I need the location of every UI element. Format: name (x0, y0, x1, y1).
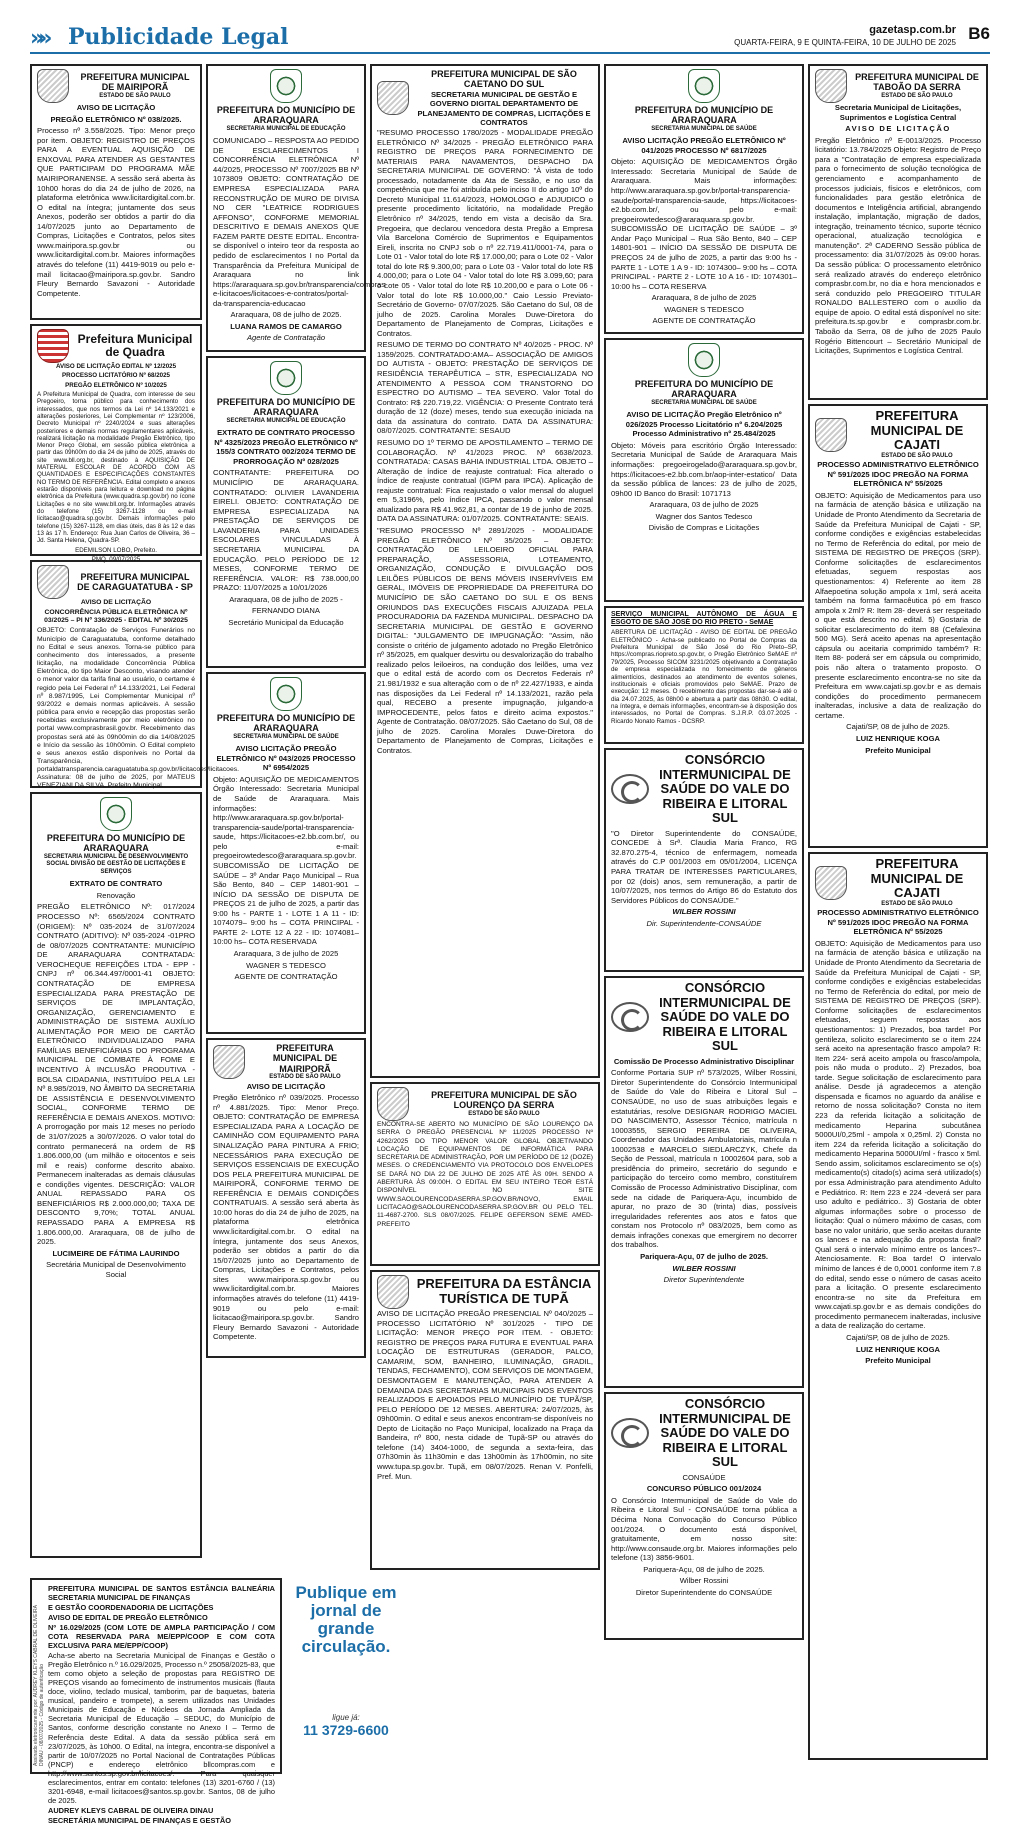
notice-signature-role: AGENTE DE CONTRATAÇÃO (234, 972, 338, 982)
notice-signature: WAGNER S TEDESCO (664, 304, 744, 314)
notice-body: ABERTURA DE LICITAÇÃO - AVISO DE EDITAL DE PREGÃO ELETRÔNICO - Acha-se publicado no Portal de Compras da Prefeitura Municipal de São José do Rio Preto–SP, https://compras.riopreto.sp.gov.br, o Pregão Eletrônico SeMAE nº 79/2025, Processo SICOM 3231/2025 objetivando a Contratação de empresa especializada no fornecimento de gêneros alimentícios, destinados ao atendimento de eventos solenes, institucionais e oficiais promovidos pelo SeMAE. Prazo de execução: 12 meses. O recebimento das propostas dar-se-á até o dia 24.07.2025, às 08h00 e abertura a partir das 08h30. O edital, na íntegra, e demais informações, encontram-se à disposição dos interessados, no Portal de Compras. S.J.R.P. 03.07.2025 - Ricardo Nonato Ramos - DCSRP. (611, 629, 797, 725)
notice-subtitle: ESTADO DE SÃO PAULO (881, 452, 953, 459)
notice-subheading: Renovação (96, 890, 136, 900)
notice-heading: AVISO DE LICITAÇÃO (80, 599, 152, 606)
notice-signature-role: AGENTE DE CONTRATAÇÃO (652, 316, 756, 326)
notice-signature: LUIZ HENRIQUE KOGA (856, 733, 940, 743)
coat-of-arms-icon (377, 1275, 409, 1309)
notice-number: PREGÃO ELETRÔNICO Nº 10/2025 (65, 381, 167, 389)
coat-of-arms-icon (270, 69, 302, 103)
notice-signature: Wilber Rossini (679, 1576, 729, 1586)
notice-heading: Comissão De Processo Administrativo Disciplinar (613, 1056, 795, 1066)
notice-title: PREFEITURA DO MUNICÍPIO DE ARARAQUARA (634, 379, 774, 400)
notice-quadra (30, 324, 202, 563)
notice-title: PREFEITURA DO MUNICÍPIO DE ARARAQUARA (634, 105, 774, 126)
notice-signature-role: Agente de Contratação (246, 333, 326, 343)
notice-signature: Wagner dos Santos Tedesco (655, 511, 753, 521)
notice-signature: WILBER ROSSINI (672, 907, 736, 917)
notice-body: Pregão Eletrônico nº 039/2025. Processo nº 4.881/2025. Tipo: Menor Preço. OBJETO: CONTRATAÇÃO DE EMPRESA ESPECIALIZADA PARA A LOCAÇÃO DE CAMINHÃO COM EQUIPAMENTO PARA SINALIZAÇÃO PARA PINTURA A FRIO; NECESSÁRIOS PARA EXECUÇÃO DE SERVIÇOS ESSENCIAIS DE EXECUÇÃO DOS PELA PREFEITURA MUNICIPAL DE MAIRIPORÃ, CONFORME TERMO DE REFERÊNCIA E DEMAIS CONDIÇÕES CONTRATUAIS. A sessão será aberta às 10:00 horas do dia 24 de julho de 2025, na plataforma eletrônica www.licitardigital.com.br. O edital na íntegra, juntamente dos seus Anexos, poderão ser obtidos a partir do dia 15/07/2025 junto ao Departamento de Compras, Licitações e Contratos, pelos sites www.mairipora.sp.gov.br ou www.licitardigital.com.br. Maiores informações através do telefone (11) 4419-9019 ou pelo e-mail: licitacao@mairipora.sp.gov.br. Sandro Fleury Bernardo Savazoni - Autoridade Competente. (213, 1093, 359, 1342)
notice-subtitle: SECRETARIA MUNICIPAL DE DESENVOLVIMENTO SOCIAL DIVISÃO DE GESTÃO DE LICITAÇÕES E SERVIÇOS (43, 853, 189, 875)
page-header (30, 24, 990, 54)
notice-heading: CONSAÚDE (682, 1472, 726, 1482)
notice-araraquara-edu-prorrogacao (206, 356, 366, 668)
notice-tupa (370, 1270, 600, 1570)
notice-body: "RESUMO PROCESSO 1780/2025 - MODALIDADE PREGÃO ELETRÔNICO Nº 34/2025 - PREGÃO ELETRÔNICO PARA REGISTRO DE PREÇOS PARA FORNECIMENTO DE MATERIAIS PARA NAVAMENTOS, DESPACHO DA SECRETARIA MUNICIPAL DE GOVERNO: "À vista de todo processado, notadamente da Ata de Sessão, e no uso da competência que me foi atribuída pelo inciso II do artigo 10º do Decreto Municipal 11.614/2023, HOMOLOGO e ADJUDICO o presente procedimento licitatório, na modalidade Pregão Eletrônico nº 34/2025, tendo em vista a decisão da Sra. Pregoeira, que declarou vencedora desta Pregão a Empresa Vila Barcelona Comércio de Suprimentos e Equipamentos Eireli, inscrita no CNPJ sob o nº 22.719.411/0001-74, para o Lote 01 - Valor total do lote R$ 17.000,00; para o Lote 02 - Valor total do lote R$ 9.300,00; para o Lote 03 - Valor total do lote R$ 4.000,00; para o Lote 04 - Valor total do lote R$ 3.099,60; para o Lote 05 - Valor total do lote R$ 10.200,00 e para o Lote 06 - Valor total do lote R$ 10.000,00." Caio Lessio Previato- Secretário de Governo- 07/07/2025. São Caetano do Sul, 08 de julho de 2025. Carolina Morales Duwe-Diretora do Departamento de Planejamento de Compras, Licitações e Contratos. (377, 127, 593, 338)
notice-title: CONSÓRCIO INTERMUNICIPAL DE SAÚDE DO VALE DO RIBEIRA E LITORAL SUL (659, 752, 791, 826)
notice-araraquara-social (30, 792, 202, 1558)
notice-santos (30, 1578, 282, 1825)
notice-sao-caetano (370, 64, 600, 1078)
notice-body: COMUNICADO – RESPOSTA AO PEDIDO DE ESCLARECIMENTOS I CONCORRÊNCIA ELETRÔNICA Nº 44/2025, PROCESSO Nº 7007/2025 BB Nº 1073809 OBJETO: CONTRATAÇÃO DE EMPRESA ESPECIALIZADA PARA RECONSTRUÇÃO DE MURO DE DIVISA NO CER "LEATRICE RODRIGUES AFFONSO", CONFORME MEMORIAL DESCRITIVO E DEMAIS ANEXOS QUE FAZEM PARTE DESTE EDITAL. Encontra-se disponível o inteiro teor da resposta ao pedido de esclarecimentos I no Portal da Transparência da Prefeitura Municipal de Araraquara no link https://araraquara.sp.gov.br/transparencia/compras-e-licitacoes/licitacoes-e-contratos/portal-da-transparencia-educacao (213, 136, 388, 308)
notice-date: Araraquara, 3 de julho de 2025 (233, 949, 339, 959)
notice-heading: AVISO LICITAÇÃO PREGÃO ELETRÔNICO Nº 043/2025 PROCESSO Nº 6954/2025 (216, 744, 356, 773)
notice-title: CONSÓRCIO INTERMUNICIPAL DE SAÚDE DO VALE DO RIBEIRA E LITORAL SUL (659, 1396, 791, 1470)
notice-body: OBJETO: Aquisição de Medicamentos para uso na farmácia de atenção básica e utilização na Unidade de Pronto Atendimento da Secretaria de Saúde da Prefeitura Municipal de Cajati - SP, conforme condições e exigências estabelecidas no Termo de Referência do edital, por meio de SISTEMA DE REGISTRO DE PREÇOS (SRP). Conforme solicitações de esclarecimentos efetuadas, seguem respostas aos questionamentos: 4) Referente ao item 28 Alfaepoetina solução ampola x 1ml, será aceita também na forma farmacêutica pó em frasco ampola x 2ml? R: Item 28- deverá ser respeitado o que está descrito no edital. 5) Gostaria de solicitar esclarecimento do item 88 (Cefalexina 500 MG). Será aceito apenas na apresentação cápsula ou aceitaria comprimido também? R: Item 88- poderá ser em cápsula ou comprimido, pois não altera o tratamento proposto. O presente esclarecimento encontra-se no site da Prefeitura em www.cajati.sp.gov.br e as demais condições do procedimento permanecem inalteradas, inclusive a data de realização do certame. (815, 490, 981, 720)
notice-cajati-esclarecimento-1 (808, 404, 988, 848)
notice-heading: EXTRATO DE CONTRATO PROCESSO Nº 4325/2023 PREGÃO ELETRÔNICO Nº 155/3 CONTRATO 002/2024 TERMO DE PRORROGAÇÃO Nº 028/2025 (214, 428, 358, 466)
notice-signature: EDEMILSON LOBO, Prefeito. (75, 546, 157, 554)
notice-date: Araraquara, 03 de julho de 2025 (649, 500, 759, 510)
column-1 (30, 64, 240, 1776)
coat-of-arms-icon (37, 329, 69, 363)
notice-title: PREFEITURA MUNICIPAL DE CAJATI (870, 408, 964, 453)
notice-body: Pregão Eletrônico nº E-0013/2025. Processo licitatório: 13.784/2025 Objeto: Registro de Preço para a "Contratação de empresa especializada para o fornecimento de solução tecnológica de gerenciamento e acompanhamento de processos judiciais, físicos e eletrônicos, com funcionalidades para gestão eletrônica de documentos e Inteligência artificial, abrangendo instalação, implantação, migração de dados, integração, treinamento técnico, suporte técnico operacional, atualização tecnológica e manutenção". 2ª CADERNO Sessão pública de processamento: dia 31/07/2025 às 09:00 horas. Da sessão pública: O processamento eletrônico será realizado através do endereço eletrônico comprasbr.com.br, no dia e hora mencionados e será conduzido pelo PREGOEIRO TITULAR RONALDO BALLESTERO com o auxílio da equipe de apoio. O edital está disponível no site: prefeitura.ts.sp.gov.br e comprasbr.com.br. Taboão da Serra, 08 de julho de 2025 Paulo Rogério Bittencourt – Secretário Municipal de Licitações, Suprimentos e Logística Central. (815, 135, 981, 356)
notice-signature: LUIZ HENRIQUE KOGA (856, 1344, 940, 1354)
notice-heading: AVISO DE LICITAÇÃO Pregão Eletrônico nº 026/2025 Processo Licitatório nº 6.204/2025 Processo Administrativo nº 25.484/2025 (625, 410, 783, 439)
notice-body: OBJETO: Aquisição de Medicamentos para uso na farmácia de atenção básica e utilização na Unidade de Pronto Atendimento da Secretaria de Saúde da Prefeitura Municipal de Cajati - SP, conforme condições e exigências estabelecidas no Termo de Referência do edital, por meio de SISTEMA DE REGISTRO DE PREÇOS (SRP). Conforme solicitações de esclarecimentos efetuadas, seguem respostas aos questionamentos: 1) Prezados, boa tarde! Por gentileza, solicito esclarecimento se o item 224 será aceito na apresentação frasco ampola? R: Item 224- será aceito ampola ou frasco/ampola, pois não muda o produto.. 2) Prezados, boa tarde. Segue solicitação de esclarecimento para análise. Desde já agradecemos a atenção dispensada e ficamos no aguardo da análise e retorno de nossa solicitação? Consta no item 223 da referida licitação a solicitação de medicamento Heparina subcutânea 5000UI/0,25ml - ampola x 0,25ml. 2) Consta no item 224 da referida licitação a solicitação do medicamento Heparina 5000UI/ml - frasco x 5ml. Sendo assim, solicitamos esclarecimento se o(s) medicamento(s) citado(s) acima será utilizado(s) por essa Administração para atendimento Adulto e Pediátrico. R: Item 223 e 224 -deverá ser para uso adulto e pediátrico.. 3) Gostaria de obter algumas informações sobre o processo de licitação: Qual o número máximo de casas, com base no valor unitário, que serão aceitas durante os lances e na adequação da proposta final? Qual será o intervalo mínimo entre os lances?–Atenciosamente. R: Boa tarde! O intervalo mínimo de lances é de 0,0001 conforme item 7.8 do edital, sendo esse o número de casas aceito para a licitação. O presente esclarecimento encontra-se no site da Prefeitura em www.cajati.sp.gov.br e as demais condições do procedimento permanecem inalteradas, inclusive a data de realização do certame. (815, 938, 981, 1331)
notice-body: ENCONTRA-SE ABERTO NO MUNICÍPIO DE SÃO LOURENÇO DA SERRA O PREGÃO PRESENCIAL Nº 11/2025 PROCESSO Nº 4262/2025 DO TIPO MENOR VALOR GLOBAL OBJETIVANDO LOCAÇÃO DE EQUIPAMENTOS DE INFORMÁTICA PARA SECRETARIA DE ADMINISTRAÇÃO, POR UM PERÍODO DE 12 (DOZE) MESES. O CREDENCIAMENTO VIA PROTOCOLO DOS ENVELOPES SE DARÁ NO DIA 22 DE JULHO DE 2025 ATÉ ÀS 09H. SENDO A ABERTURA ÀS 09:00H. O EDITAL EM SEU INTEIRO TEOR ESTÁ DISPONÍVEL NO SITE WWW.SAOLOURENCODASERRA.SP.GOV.BR/NOVO, EMAIL LICITACAO@SAOLOURENCODASERRA.SP.GOV.BR OU PELO TEL. 11-4687-2700. SLS 08/07/2025. FELIPE GEFERSON SEME AMED- PREFEITO (377, 1121, 593, 1228)
notice-body: RESUMO DO 1º TERMO DE APOSTILAMENTO – TERMO DE COLABORAÇÃO. Nº 41/2023 PROC. Nº 6638/2023. CONTRATADA: CASAS BAHIA INDUSTRIAL LTDA. OBJETO – Alteração de índice de reajuste contratual: Fica alterado o índice de reajuste contratual (IGPM para IPCA). Aplicação de reajuste contratual: Fica reajustado o valor mensal do aluguel em 5,3196%, pelo índice IPCA, passando o valor mensal atualizado para R$ 41.962,81, a contar de 19 de junho de 2025. DATA DA ASSINATURA: 01/07/2025. CONTRATANTE: SEAIS. (377, 437, 593, 524)
notice-taboao (808, 64, 988, 400)
notice-signature-role: Diretor Superintendente do CONSAÚDE (635, 1587, 773, 1597)
notice-body: Acha-se aberto na Secretaria Municipal de Finanças e Gestão o Pregão Eletrônico n.º 16.029/2025, Processo n.º 25058/2025-83, que tem como objeto a seleção de propostas para REGISTRO DE PREÇOS visando ao fornecimento de instrumentos musicais (flauta doce, violino, teclado musical, tamborim, par de baquetas, bateria musical, pandeiro e trompete), a serem utilizados nas Unidades Municipais de Educação e Núcleos da Jornada Ampliada da Secretaria Municipal de Educação – SEDUC, do Município de Santos, conforme descrição constante no Anexo I – Termo de Referência deste Edital. A data da sessão pública será em 23/07/2025, às 10h00. O Edital, na íntegra, encontra-se disponível a partir de 10/07/2025 no Portal Nacional de Contratações Públicas (PNCP) e endereço eletrônico bllcompras.com e http://www.santos.sp.gov.br/licitacoes/. Para quaisquer esclarecimentos, entrar em contato: telefones (13) 3201-6760 / (13) 3201-6948, e-mail licitacoes@santos.sp.gov.br. Santos, 08 de julho de 2025. (48, 1651, 275, 1805)
notice-heading: AVISO DE LICITAÇÃO EDITAL Nº 12/2025 (55, 363, 177, 370)
notice-consaude-pad (604, 976, 804, 1388)
notice-heading: AVISO LICITAÇÃO PREGÃO ELETRÔNICO Nº 041/2025 PROCESSO Nº 6817/2025 (622, 136, 786, 155)
notice-title: CONSÓRCIO INTERMUNICIPAL DE SAÚDE DO VALE DO RIBEIRA E LITORAL SUL (659, 980, 791, 1054)
notice-signature-role: Diretor Superintendente (663, 1275, 745, 1285)
notice-signature: LUANA RAMOS DE CAMARGO (230, 321, 342, 331)
notice-date: Araraquara, 08 de julho de 2025 - (229, 594, 343, 604)
notice-subtitle: ESTADO DE SÃO PAULO (881, 900, 953, 907)
ad-phone-number: 11 3729-6600 (303, 1722, 389, 1739)
coat-of-arms-icon (213, 1045, 245, 1079)
notice-title: PREFEITURA DO MUNICÍPIO DE ARARAQUARA (216, 105, 356, 126)
notice-body: O Consórcio Intermunicipal de Saúde do Vale do Ribeira e Litoral Sul - CONSAÚDE torna pública a Décima Nona Convocação do Concurso Público 001/2024. O documento está disponível, gratuitamente, em nosso site: http://www.consaude.org.br. Maiores informações pelo telefone (13) 3856-9601. (611, 1495, 797, 1563)
notice-signature-role: SECRETÁRIA MUNICIPAL DE FINANÇAS E GESTÃO (48, 1815, 231, 1825)
notice-date: Pariquera-Açu, 07 de julho de 2025. (640, 1251, 768, 1261)
chevrons-icon: »» (30, 26, 47, 51)
notice-sao-lourenco (370, 1082, 600, 1266)
notice-mairipora-039 (206, 1038, 366, 1358)
notice-subtitle: ESTADO DE SÃO PAULO (881, 92, 953, 99)
notice-signature: AUDREY KLEYS CABRAL DE OLIVEIRA DINAU (48, 1805, 214, 1815)
notice-body: Objeto: AQUISIÇÃO DE MEDICAMENTOS Órgão Interessado: Secretaria Municipal de Saúde de Araraquara. Mais informações: http://www.araraquara.sp.gov.br/portal-transparencia-saude/portal-transparencia-saude, https://licitacoes-e2.bb.com.br/, ou pelo e-mail: pregoeirowtedesco@araraquara.sp.gov.br. SUBCOMISSÃO DE LICITAÇÃO DE SAÚDE – 3º Andar Paço Municipal – Rua São Bento, 840 – CEP 14801-901 – INÍCIO DA SESSÃO DE DISPUTA DE PREÇOS 24 de julho de 2025, a partir das 9:00 hs - PARTE 1 - LOTE 1 A 9 - ID: 1074300– 9:00 hs – COTA PRINCIPAL - PARTE 2 - LOTE 10 A 16 - ID: 1074301– 10:00 hs – COTA RESERVA (611, 157, 797, 291)
notice-araraquara-saude-043 (206, 672, 366, 1034)
notice-signature-role: Prefeito Municipal (865, 1356, 931, 1366)
notice-title: PREFEITURA DO MUNICÍPIO DE ARARAQUARA (216, 713, 356, 734)
notice-caraguatatuba (30, 560, 240, 790)
column-5 (808, 64, 988, 1776)
notice-title: PREFEITURA MUNICIPAL DE TABOÃO DA SERRA (855, 71, 979, 93)
notice-subtitle: ESTADO DE SÃO PAULO (269, 1074, 341, 1081)
notice-subheading: AVISO DE LICITAÇÃO (845, 124, 951, 134)
edition-date: QUARTA-FEIRA, 9 E QUINTA-FEIRA, 10 DE JULHO DE 2025 (734, 38, 956, 47)
coat-of-arms-icon (815, 418, 847, 452)
notice-title: SERVIÇO MUNICIPAL AUTÔNOMO DE ÁGUA E ESGOTO DE SÃO JOSÉ DO RIO PRETO - SeMAE (611, 611, 797, 627)
notice-date: PMQ, 09/07/2025 (91, 555, 141, 563)
notice-heading: Secretaria Municipal de Licitações, Suprimentos e Logística Central (834, 103, 962, 122)
notice-consaude-concurso (604, 1392, 804, 1640)
notice-date: Pariquera-Açu, 08 de julho de 2025. (643, 1564, 765, 1574)
notice-semae (604, 606, 804, 744)
notice-subtitle: E GESTÃO COORDENADORIA DE LICITAÇÕES (48, 1603, 214, 1613)
notice-araraquara-edu-comunicado (206, 64, 388, 352)
notice-date: Araraquara, 08 de julho de 2025. (230, 310, 342, 320)
notice-body: AVISO DE LICITAÇÃO PREGÃO PRESENCIAL Nº 040/2025 – PROCESSO LICITATÓRIO Nº 301/2025 - TIPO DE LICITAÇÃO: MENOR PREÇO POR ITEM. - OBJETO: REGISTRO DE PREÇOS PARA FUTURA E EVENTUAL PARA LOCAÇÃO DE ESTRUTURAS (GERADOR, PALCO, CAMARIM, SOM, BANHEIRO, ILUMINAÇÃO, GRADIL, TENDAS, FECHAMENTO), COM SERVIÇOS DE MONTAGEM, DESMONTAGEM E MANUTENÇÃO, PARA ATENDER A DEMANDA DAS SECRETARIAS MUNICIPAIS NOS EVENTOS REALIZADOS E APOIADOS PELO MUNICÍPIO DE TUPÃ/SP, PELO PERÍODO DE 12 MESES. ABERTURA: 24/07/2025, às 09h00min. O edital e seus anexos encontram-se disponíveis no Depto de Licitação no Paço Municipal, localizado na Praça da Bandeira, nº 800, nesta cidade de Tupã-SP ou através do telefone (14) 3404-1000, de segunda a sexta-feira, das 07h30min às 11h30min e das 13h00min às 17h00min, no site www.tupa.sp.gov.br. Tupã, em 08/07/2025. Renan V. Ponfelli, Pref. Mun. (377, 1309, 593, 1481)
notice-number: PROCESSO LICITATÓRIO Nº 68/2025 (62, 372, 170, 380)
notice-title: PREFEITURA MUNICIPAL DE CAJATI (870, 856, 964, 901)
notice-subheading: CONCURSO PÚBLICO 001/2024 (646, 1484, 762, 1494)
notice-signature: WAGNER S TEDESCO (246, 960, 326, 970)
notice-body: Processo nº 3.558/2025. Tipo: Menor preço por item. OBJETO: REGISTRO DE PREÇOS PARA A EVENTUAL AQUISIÇÃO DE ENXOVAL PARA ATENDER AS GESTANTES QUE PARTICIPAM DO PROGRAMA MÃE MAIRIPORANENSE. A sessão será aberta às 10h00 horas do dia 24 de julho de 2026, na plataforma eletrônica www.licitardigital.com.br. O edital na íntegra; juntamente dos seus Anexos, poderão ser obtidos a partir do dia 14/07/2025 junto ao Departamento de Compras, Licitações e Contratos, pelos sites www.mairipora.sp.gov.br ou www.licitardigital.com.br. Maiores informações através do telefone (11) 4419-9019 ou pelo e-mail licitacao@mairipora.sp.gov.br. Sandro Fleury Bernardo Savazoni - Autoridade Competente. (37, 126, 195, 298)
coat-of-arms-icon (377, 1087, 409, 1121)
coat-of-arms-icon (815, 69, 847, 103)
notice-number: PREGÃO ELETRÔNICO Nº 038/2025. (50, 114, 182, 124)
notice-araraquara-saude-041 (604, 64, 804, 334)
ad-headline: Publique em jornal de grande circulação. (295, 1583, 397, 1656)
notice-body: PREGÃO ELETRÔNICO Nº: 017/2024 PROCESSO Nº: 6565/2024 CONTRATO (ORIGEM): Nº 035-2024 de 31/07/2024 CONTRATO (ADITIVO): Nº 035-2024 -01PRO de 08/07/2025 CONTRATANTE: MUNICÍPIO DE ARARAQUARA CONTRATADA: VEROCHEQUE REFEIÇÕES LTDA - EPP - CNPJ nº 06.344.497/0001-41 OBJETO: CONTRATAÇÃO DE EMPRESA ESPECIALIZADA PARA PRESTAÇÃO DE SERVIÇOS DE IMPLANTAÇÃO, ORGANIZAÇÃO, GERENCIAMENTO E ADMINISTRAÇÃO DE SISTEMA AUXÍLIO ALIMENTAÇÃO POR MEIO DE CARTÃO ELETRÔNICO INDIVIDUALIZADO PARA FAMÍLIAS BENEFICIÁRIAS DO PROGRAMA MUNICIPAL DE COMBATE À FOME E INCENTIVO À INCLUSÃO PRODUTIVA - BOLSA CIDADANIA, INSTITUÍDO PELA LEI Nº 8.985/2019, NO ÂMBITO DA SECRETARIA DE ASSISTÊNCIA E DESENVOLVIMENTO SOCIAL, CONFORME TERMO DE REFERÊNCIA E DEMAIS ANEXOS. MOTIVO: A prorrogação por mais 12 meses no período de 31/07/2025 a 30/07/2026. O valor total do contrato permanecerá na ordem de R$ 1.806.000,00 (um milhão e oitocentos e seis mil e reais) conforme descrito abaixo. Permanecem inalteradas as demais cláusulas e condições vigentes. DESCRIÇÃO: VALOR ANUAL REPASSADO PARA OS BENEFICIÁRIOS R$ 2.000.000,00; TAXA DE DESCONTO 9,70%; TOTAL ANUAL REPASSADO PARA A EMPRESA R$ 1.806.000,00. Araraquara, 08 de julho de 2025. (37, 902, 195, 1247)
notice-body: CONTRATANTE: PREFEITURA DO MUNICÍPIO DE ARARAQUARA. CONTRATADO: OLIVIER LAVANDERIA EIRELI. OBJETO: CONTRATAÇÃO DE EMPRESA ESPECIALIZADA NA PRESTAÇÃO DE SERVIÇOS DE LAVANDERIA PARA UNIDADES ESCOLARES VINCULADAS À SECRETARIA MUNICIPAL DA EDUCAÇÃO. PELO PERÍODO DE 12 MESES, CONFORME TERMO DE REFERÊNCIA. VALOR: R$ 738.000,00 PRAZO: 11/07/2025 a 10/01/2026 (213, 468, 359, 593)
notice-title: PREFEITURA MUNICIPAL DE SANTOS ESTÂNCIA BALNEÁRIA SECRETARIA MUNICIPAL DE FINANÇAS (48, 1584, 275, 1603)
notice-subtitle: SECRETARIA MUNICIPAL DE SAÚDE (651, 125, 757, 132)
column-4 (604, 64, 804, 1776)
notice-title: PREFEITURA DA ESTÂNCIA TURÍSTICA DE TUPÃ (416, 1276, 592, 1306)
notice-signature: LUCIMEIRE DE FÁTIMA LAURINDO (52, 1248, 180, 1258)
coat-of-arms-icon (270, 361, 302, 395)
notice-heading: PROCESSO ADMINISTRATIVO ELETRÔNICO Nº 591/2025 IDOC PREGÃO NA FORMA ELETRÔNICA Nº 55/2025 (817, 460, 979, 489)
notice-title: PREFEITURA MUNICIPAL DE MAIRIPORÃ (80, 71, 190, 93)
notice-signature-role: Secretário Municipal da Educação (228, 617, 344, 627)
notice-title: PREFEITURA MUNICIPAL DE SÃO CAETANO DO SUL (431, 69, 577, 90)
notice-mairipora-038 (30, 64, 202, 320)
coat-of-arms-icon (37, 565, 69, 599)
ad-call-label: ligue já: (332, 1713, 360, 1723)
notice-number: Nº 16.029/2025 (COM LOTE DE AMPLA PARTICIPAÇÃO / COM COTA RESERVADA PARA ME/EPP/COOP E COM COTA EXCLUSIVA PARA ME/EPP/COOP) (48, 1623, 275, 1651)
notice-signature-role: Secretária Municipal de Desenvolvimento Social (46, 1260, 186, 1279)
electronic-signature-stamp: Assinado eletronicamente por: AUDREY KLEYS CABRAL DE OLIVEIRA DINAU - 08/07/2025 - Código de autenticação (33, 1605, 46, 1766)
notice-heading: AVISO DE EDITAL DE PREGÃO ELETRÔNICO (48, 1613, 208, 1623)
notice-heading: PROCESSO ADMINISTRATIVO ELETRÔNICO Nº 591/2025 IDOC PREGÃO NA FORMA ELETRÔNICA Nº 55/2025 (817, 908, 979, 937)
notice-title: Prefeitura Municipal de Quadra (77, 331, 193, 359)
notice-subtitle: SECRETARIA MUNICIPAL DE SAÚDE (651, 399, 757, 406)
notice-subtitle: SECRETARIA MUNICIPAL DE SAÚDE (233, 733, 339, 740)
notice-heading: AVISO DE LICITAÇÃO (76, 103, 156, 112)
coat-of-arms-icon (377, 81, 409, 115)
advertisement (286, 1578, 406, 1774)
notice-title: PREFEITURA MUNICIPAL DE CARAGUATATUBA - SP (77, 571, 193, 592)
coat-of-arms-icon (100, 797, 132, 831)
column-2 (206, 64, 388, 1776)
page-number: B6 (968, 24, 990, 43)
notice-signature: WILBER ROSSINI (672, 1263, 736, 1273)
notice-body: A Prefeitura Municipal de Quadra, com interesse de seu Pregoeiro, torna público para conhecimento dos interessados, que nos termos da Lei nº 14.133/2021 e alterações posteriores, Lei Complementar nº 123/2006, Decreto Municipal nº 2240/2024 e suas alterações posteriores e demais normas regulamentares aplicáveis, realizará licitação na modalidade Pregão Eletrônico, tipo Menor Preço Global, em sessão pública eletrônica a partir das 09h00m do dia 24 de julho de 2025, através do site www.bll.org.br, destinado à AQUISIÇÃO DE MATERIAL ESCOLAR DE ACORDO COM AS QUANTIDADES E ESPECIFICAÇÕES CONSTANTES NO TERMO DE REFERÊNCIA. Edital completo e anexos estarão disponíveis para leitura e download no página eletrônica da Prefeitura (www.quadra.sp.gov.br) no ícone Licitações e no site www.bll.org.br. Informações através do telefone (15) 3267-1128 ou e-mail licitacao@quadra.sp.gov.br. Demais informações pelo telefone (15) 3267-1128, em dias úteis, das 8 às 12 e das 13 às 17 h. Endereço: Rua Juan Carlos de Oliveira, 36 – Jd. Santa Helena, Quadra-SP. (37, 390, 195, 545)
notice-title: PREFEITURA DO MUNICÍPIO DE ARARAQUARA (46, 833, 186, 854)
notice-date: Araraquara, 8 de julho de 2025 (651, 293, 757, 303)
notice-body: OBJETO: Contratação de Serviços Funerários no Município de Caraguatatuba, conforme detalhado no Edital e seus anexos. Torna-se público para conhecimento dos interessados, a presente licitação, na modalidade Concorrência Pública Eletrônica, do tipo Maior Desconto, visando atender o menor valor da tarifa final ao usuário, o certame é regido pela Lei Federal nº 14.133/2021, Lei Federal nº 8.987/1995, Lei Complementar Municipal nº 93/2022 e demais normas aplicáveis. A sessão pública para envio e recepção das propostas serão recebidas exclusivamente por meio eletrônico no portal www.comprasbrasil.gov.br. Recebimento das propostas será até às 09h00min do dia 14/08/2025 e Início da sessão às 10h00min. O Edital completo e seus anexos estão disponíveis no Portal da Transparência, portaldatransparencia.caraguatatuba.sp.gov.br/licitacoes/licitacoes. Assinatura: 08 de julho de 2025, por MATEUS VENEZIANI DA SILVA, Prefeito Municipal. (37, 627, 240, 790)
notice-signature: FERNANDO DIANA (252, 606, 320, 616)
notice-cajati-esclarecimento-2 (808, 852, 988, 1760)
coat-of-arms-icon (270, 677, 302, 711)
coat-of-arms-icon (688, 69, 720, 103)
notice-signature-role: Divisão de Compras e Licitações (648, 523, 760, 533)
notice-signature-role: Prefeito Municipal (865, 745, 931, 755)
section-title: Publicidade Legal (68, 24, 289, 50)
notice-title: PREFEITURA MUNICIPAL DE SÃO LOURENÇO DA SERRA (431, 1089, 577, 1111)
notice-signature-role: Dir. Superintendente-CONSAÚDE (646, 918, 762, 928)
coat-of-arms-icon (37, 69, 69, 103)
notice-subtitle: SECRETARIA MUNICIPAL DE EDUCAÇÃO (226, 417, 346, 424)
consaude-logo-icon (611, 774, 649, 804)
notice-body: Conforme Portaria SUP nº 573/2025, Wilber Rossini, Diretor Superintendente do Consórcio Intermunicipal de Saúde do Vale do Ribeira e Litoral Sul – CONSAÚDE, no uso de suas atribuições legais e estatutárias, resolve DESIGNAR RODRIGO MACIEL DO NASCIMENTO, Assessor Técnico, matrícula n 10003555, SERGIO PEREIRA DE OLIVEIRA, Coordenador das Unidades Ambulatoriais, matrícula n 10002538 e MARCELO SIEDLARCZYK, Chefe da Seção de Pessoal, matrícula n 10002604 para, sob a presidência do primeiro, secretário do segundo e participação do terceiro como membro, constituírem Comissão de Processo Administrativo Disciplinar, com sede na cidade de Pariquera-Açu, incumbido de apurar, no prazo de 30 (trinta) dias, possíveis irregularidades referentes aos atos e fatos que constam nos Protocolo nº 083/2025, bem como as demais infrações conexas que emergirem no decorrer dos trabalhos. (611, 1068, 797, 1250)
notice-title: PREFEITURA MUNICIPAL DE MAIRIPORÃ (272, 1043, 338, 1074)
notice-heading: EXTRATO DE CONTRATO (69, 879, 163, 889)
column-3 (370, 64, 600, 1776)
notice-subtitle: SECRETARIA MUNICIPAL DE GESTÃO E GOVERNO DIGITAL DEPARTAMENTO DE PLANEJAMENTO DE COMPRAS, LICITAÇÕES E CONTRATOS (417, 89, 591, 128)
notice-subtitle: ESTADO DE SÃO PAULO (99, 92, 171, 99)
notice-date: Cajati/SP, 08 de julho de 2025. (846, 722, 950, 732)
notice-body: Objeto: AQUISIÇÃO DE MEDICAMENTOS Órgão Interessado: Secretaria Municipal de Saúde de Araraquara. Mais informações: http://www.araraquara.sp.gov.br/portal-transparencia-saude/portal-transparencia-saude, https://licitacoes-e2.bb.com.br/, ou pelo e-mail: pregoeirowtedesco@araraquara.sp.gov.br. SUBCOMISSÃO DE LICITAÇÃO DE SAÚDE – 3º Andar Paço Municipal – Rua São Bento, 840 – CEP 14801-901 – INÍCIO DA SESSÃO DE DISPUTA DE PREÇOS 21 de julho de 2025, a partir das 9:00 hs - PARTE 1 - LOTE 1 A 11 - ID: 1074079– 9:00 hs – COTA PRINCIPAL - PARTE 2- LOTE 12 A 22 - ID: 1074081– 10:00 hs– COTA RESERVADA (213, 774, 359, 947)
notice-date: Cajati/SP, 08 de julho de 2025. (846, 1332, 950, 1342)
site-url: gazetasp.com.br (869, 24, 956, 36)
notice-body: "RESUMO PROCESSO Nº 2891/2025 - MODALIDADE PREGÃO ELETRÔNICO Nº 35/2025 – OBJETO: CONTRATAÇÃO DE LEILOEIRO OFICIAL PARA PREPARAÇÃO, ASSESSORIA, LOTEAMENTO, ORGANIZAÇÃO, CONDUÇÃO E DIVULGAÇÃO DOS LEILÕES PÚBLICOS DE BENS MÓVEIS INSERVÍVEIS EM GERAL, IMÓVEIS DE PROPRIEDADE DA PREFEITURA DO MUNICÍPIO DE SÃO CAETANO DO SUL E OS BENS ORIUNDOS DAS EXECUÇÕES FISCAIS AJUIZADA PELA PROCURADORIA DA FAZENDA MUNICIPAL. DESPACHO DA SECRETARIA MUNICIPAL DE GESTÃO E GOVERNO DIGITAL: "JULGAMENTO DE IMPUGNAÇÃO: "Assim, não consiste o critério de julgamento adotado no Pregão Eletrônico nº 35/2025, em qualquer desvirtu ou desvalorização do trabalho realizado pelos leiloeiros, na condução dos leilões, uma vez que o edital está de acordo com os Decretos Federais nº 21.981/1932 e sua alteração com o de nº 22.427/1933, e ainda nas disposições da Lei Federal nº 14.133/2021, razão pela qual, RECEBO a presente impugnação, julgando-a IMPROCEDENTE, pelos fatos e direito acima expostos." Agente de Contratação. 08/07/2025. São Caetano do Sul, 08 de julho de 2025. Carolina Morales Duwe-Diretora do Departamento de Planejamento de Compras, Licitações e Contratos. (377, 526, 593, 755)
consaude-logo-icon (611, 1418, 649, 1448)
consaude-logo-icon (611, 1002, 649, 1032)
coat-of-arms-icon (688, 343, 720, 377)
notice-consaude-licenca (604, 748, 804, 972)
notice-number: CONCORRÊNCIA PÚBLICA ELETRÔNICA Nº 03/2025 – PI Nº 336/2025 - EDITAL Nº 30/2025 (44, 609, 188, 625)
notice-subtitle: ESTADO DE SÃO PAULO (468, 1110, 540, 1117)
coat-of-arms-icon (815, 866, 847, 900)
notice-body: "O Diretor Superintendente do CONSAÚDE, CONCEDE à Srª. Claudia Maria Franco, RG 32.870.275-4, técnico de enfermagem, nomeada através do C.P 001/2003 em 05/01/2004, LICENÇA PARA TRATAR DE INTERESSES PARTICULARES, por 02 (dois) anos, sem remuneração, a partir de 10/07/2025, nos termos do Artigo 86 do Estatuto dos Servidores Públicos do CONSAÚDE." (611, 828, 797, 905)
notice-subtitle: SECRETARIA MUNICIPAL DE EDUCAÇÃO (226, 125, 346, 132)
notice-araraquara-saude-026 (604, 338, 804, 602)
notice-body: Objeto: Móveis para escritório Órgão Interessado: Secretaria Municipal de Saúde de Araraquara Mais informações: pregoeirogelado@araraquara.sp.gov.br, https://licitacoes-e2.bb.com.br/aop-inter-estatico/ Data da sessão pública de lances: 23 de julho de 2025, 09h00 ID Banco do Brasil: 1071713 (611, 440, 797, 498)
notice-title: PREFEITURA DO MUNICÍPIO DE ARARAQUARA (216, 397, 356, 418)
notice-heading: AVISO DE LICITAÇÃO (246, 1081, 326, 1091)
notice-body: RESUMO DE TERMO DO CONTRATO Nº 40/2025 - PROC. Nº 1359/2025. CONTRATADO:AMA– ASSOCIAÇÃO DE AMIGOS DO AUTISTA - OBJETO: PRESTAÇÃO DE SERVIÇOS DE RESIDÊNCIA TERAPÊUTICA – STR, ESPECIALIZADA NO ATENDIMENTO A PESSOA COM TRANSTORNO DO ESPECTRO DO AUTISMO – TEA SEVERO. Valor Total do Contrato: R$ 220.719,22. VIGÊNCIA: O Presente Contrato terá duração de 12 (doze) meses, tendo sua execução iniciada na data da assinatura do contrato. DATA DA ASSINATURA: 08/07/2025. CONTRATANTE: SESAUD (377, 340, 593, 436)
